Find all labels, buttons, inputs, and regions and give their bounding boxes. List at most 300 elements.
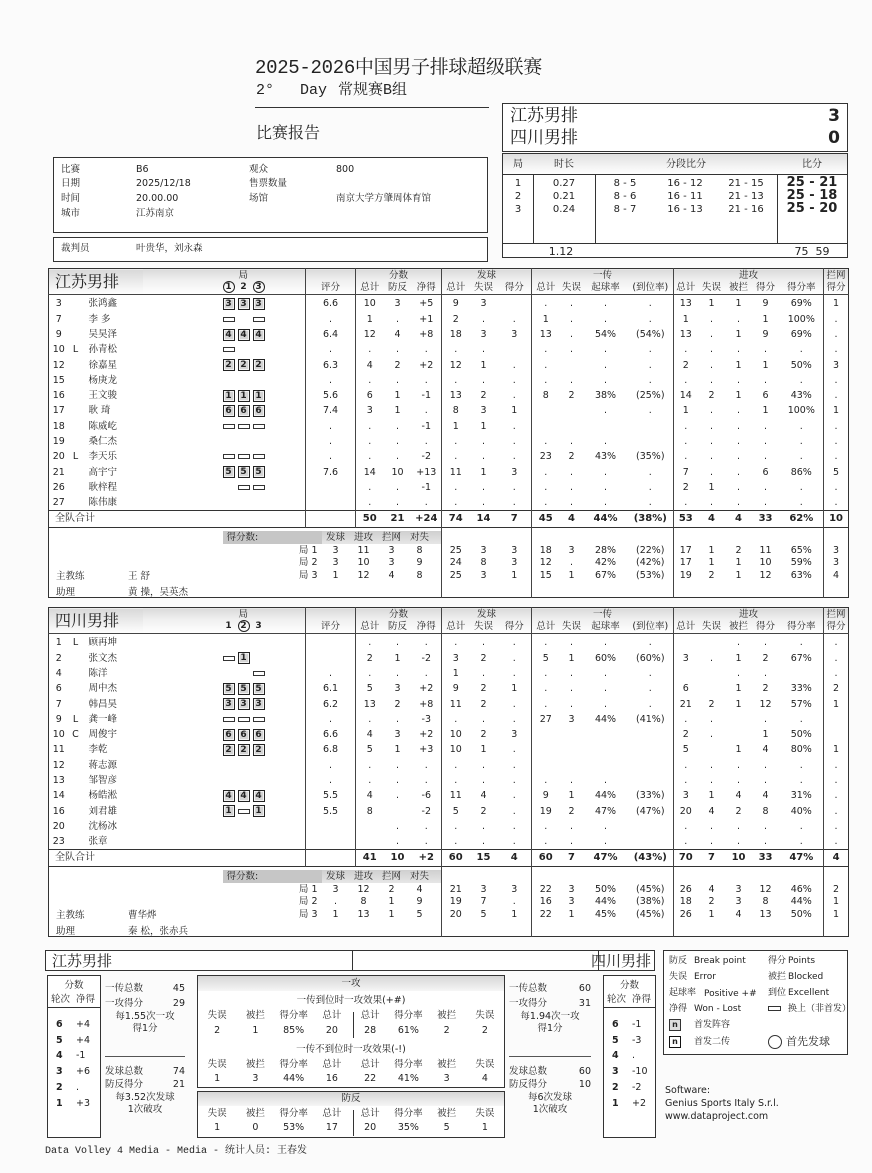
reception-errors bbox=[560, 743, 584, 758]
set-lineup bbox=[143, 465, 306, 480]
rotation-divider bbox=[604, 1007, 655, 1008]
block-points: . bbox=[824, 651, 849, 666]
rotation-col-header: 轮次 bbox=[51, 994, 71, 1005]
attack-points-header: 得分 bbox=[752, 620, 780, 634]
team-total-label: 全队合计 bbox=[49, 511, 306, 528]
rating: 6.6 bbox=[306, 727, 356, 742]
starting-position-box: 1 bbox=[238, 652, 250, 664]
col-total: 总计 bbox=[360, 1108, 380, 1119]
legend-exc-abbr: 到位 bbox=[768, 988, 787, 998]
set-attack-total: 17 bbox=[674, 557, 698, 570]
serve-errors: . bbox=[482, 497, 486, 508]
rating: 6.3 bbox=[306, 358, 356, 373]
total-points-total: 41 bbox=[356, 850, 384, 867]
block-points: 3 bbox=[388, 557, 395, 569]
player-name: 张章 bbox=[88, 836, 108, 847]
reception-excellent-pct-header: (到位率) bbox=[628, 620, 674, 634]
block-points: 1 bbox=[824, 697, 849, 712]
rating: . bbox=[306, 312, 356, 327]
empty-cell bbox=[628, 531, 674, 544]
bottom-home-team-name: 江苏男排 bbox=[52, 952, 113, 970]
attack-blocked: 1 bbox=[735, 683, 742, 695]
attack-blocked: . bbox=[737, 775, 741, 787]
reception-positive-pct: . bbox=[604, 436, 608, 448]
block-group-header: 拦网 bbox=[824, 608, 849, 620]
serve-total: . bbox=[442, 373, 470, 388]
rotation-number: 4 bbox=[612, 1050, 619, 1062]
player-row bbox=[49, 834, 849, 849]
set-label bbox=[223, 569, 322, 582]
head-coach-cell bbox=[49, 569, 223, 582]
perfect-values-row bbox=[198, 1024, 504, 1038]
starting-setter-icon bbox=[669, 1035, 681, 1049]
total-reception-positive-pct: 44% bbox=[584, 511, 628, 528]
substitute-marker bbox=[238, 809, 250, 814]
total-serve-points: 7 bbox=[498, 511, 532, 528]
reception-errors bbox=[560, 358, 584, 373]
attack-total: . bbox=[674, 419, 698, 434]
set-block-points: 3 bbox=[824, 544, 849, 557]
perfect-header-row bbox=[198, 1009, 504, 1023]
assistant-row bbox=[49, 921, 849, 937]
team-total-row bbox=[49, 850, 849, 867]
block-points: . bbox=[824, 819, 849, 834]
set-serve-points: 3 bbox=[511, 557, 518, 569]
substitute-marker bbox=[223, 656, 235, 661]
attack-total: 2 bbox=[674, 480, 698, 495]
set-block-points: 2 bbox=[824, 883, 849, 896]
block-points: 1 bbox=[824, 743, 849, 758]
set-number: 2 bbox=[311, 557, 318, 569]
partial-8: 8 - 6 bbox=[613, 191, 637, 202]
starting-position-box: 3 bbox=[238, 298, 250, 310]
player-row bbox=[49, 465, 849, 480]
set-score: 25 - 18 bbox=[786, 188, 838, 203]
sideout-points-row bbox=[105, 997, 185, 1010]
set-reception-errors: 1 bbox=[568, 569, 575, 581]
total-block-points: 10 bbox=[824, 511, 849, 528]
not-played-placeholder bbox=[238, 439, 250, 444]
set-attack-pct: 46% bbox=[790, 883, 812, 895]
set-summary-row bbox=[49, 569, 849, 582]
net-points: . bbox=[424, 820, 428, 832]
reception-excellent-pct bbox=[628, 758, 674, 773]
net-points: -2 bbox=[421, 652, 431, 664]
attack-points: . bbox=[764, 374, 768, 386]
empty-cell bbox=[752, 582, 780, 598]
attack-errors: . bbox=[710, 405, 714, 417]
header-divider bbox=[352, 951, 353, 970]
legend-setter-desc: 首发二传 bbox=[694, 1037, 731, 1047]
col-blocked: 被拦 bbox=[245, 1108, 265, 1119]
block-points: . bbox=[824, 388, 849, 403]
reception-total: 23 bbox=[532, 449, 560, 464]
serve-total: . bbox=[442, 342, 470, 357]
reception-total: . bbox=[532, 834, 560, 849]
reception-total: . bbox=[532, 819, 560, 834]
total-serve-total: 74 bbox=[442, 511, 470, 528]
set-number: 1 bbox=[514, 178, 522, 189]
serve-errors-header: 失误 bbox=[470, 620, 498, 634]
reception-excellent-pct: . bbox=[648, 344, 652, 356]
serve-total: . bbox=[442, 495, 470, 510]
match-city: 江苏南京 bbox=[136, 208, 175, 219]
reception-total bbox=[532, 404, 560, 419]
set-column-header: 局 bbox=[513, 159, 523, 170]
set-mark: 1 bbox=[225, 620, 232, 631]
player-name: 孙青松 bbox=[88, 344, 118, 356]
reception-positive-pct: . bbox=[604, 466, 608, 478]
player-name: 沈杨冰 bbox=[88, 820, 118, 832]
net-points: -6 bbox=[421, 790, 431, 802]
jersey-number: 27 bbox=[52, 497, 65, 508]
set-summary-row bbox=[49, 908, 849, 921]
points-total: 1 bbox=[356, 312, 384, 327]
substitute-marker bbox=[253, 424, 265, 429]
set-mark: 2 bbox=[240, 281, 247, 292]
serve-errors: . bbox=[482, 451, 486, 463]
starting-position-box: 6 bbox=[238, 729, 250, 741]
score-column-header: 比分 bbox=[802, 159, 822, 170]
set-lineup bbox=[143, 327, 306, 342]
substitute-marker bbox=[223, 424, 235, 429]
attack-total: 3 bbox=[674, 651, 698, 666]
set-summary-row bbox=[49, 557, 849, 570]
player-name: 王文骏 bbox=[88, 390, 118, 402]
reception-positive-pct: . bbox=[604, 298, 608, 310]
serve-points: 3 bbox=[511, 466, 518, 478]
attack-blocked: . bbox=[737, 820, 741, 832]
total-serve-errors: 15 bbox=[470, 850, 498, 867]
reception-total: . bbox=[532, 480, 560, 495]
reception-errors: . bbox=[570, 683, 574, 695]
points-total: 12 bbox=[356, 327, 384, 342]
block-points: . bbox=[824, 834, 849, 849]
break-points: . bbox=[396, 836, 400, 847]
substitute-marker bbox=[238, 424, 250, 429]
reception-errors: 1 bbox=[568, 790, 575, 802]
empty-cell bbox=[532, 870, 560, 883]
starting-position-box: 1 bbox=[223, 390, 235, 402]
player-row bbox=[49, 651, 849, 666]
jersey-number: 12 bbox=[52, 359, 65, 371]
attack-total bbox=[674, 636, 698, 651]
team-total-row bbox=[49, 511, 849, 528]
reception-positive-pct: . bbox=[604, 481, 608, 493]
reception-errors: . bbox=[570, 344, 574, 356]
break-points-header: 防反 bbox=[384, 620, 412, 634]
attack-points: . bbox=[764, 836, 768, 847]
rating bbox=[306, 495, 356, 510]
away-blocked: 5 bbox=[443, 1122, 450, 1133]
sets-header: 局 bbox=[143, 608, 306, 620]
attack-points: 11 bbox=[357, 544, 370, 556]
set-attack-points: 13 bbox=[759, 908, 772, 920]
serve-total: 1 bbox=[442, 666, 470, 681]
substitute-marker bbox=[238, 485, 250, 490]
date-label: 日期 bbox=[61, 178, 81, 189]
col-errors: 失误 bbox=[475, 1059, 495, 1070]
block-points: . bbox=[824, 434, 849, 449]
block-points: 2 bbox=[388, 883, 395, 895]
empty-cell bbox=[49, 870, 223, 883]
player-role-flag: L bbox=[72, 344, 79, 356]
attack-blocked: . bbox=[737, 759, 741, 771]
player-name: 龚一峰 bbox=[88, 713, 118, 725]
empty-cell bbox=[584, 921, 628, 937]
player-role-flag bbox=[69, 758, 83, 773]
venue-name: 南京大学方肇周体育馆 bbox=[336, 193, 432, 204]
attack-pct: 31% bbox=[790, 790, 812, 802]
reception-excellent-pct: . bbox=[648, 313, 652, 325]
set-mark: 3 bbox=[255, 620, 262, 631]
reception-excellent-pct bbox=[628, 434, 674, 449]
rating-header: 评分 bbox=[306, 281, 356, 295]
legend-exc-desc: Excellent bbox=[788, 988, 830, 998]
starting-position-box: 1 bbox=[253, 805, 265, 817]
player-row bbox=[49, 373, 849, 388]
attack-pct: . bbox=[799, 481, 803, 493]
attack-total: 20 bbox=[674, 804, 698, 819]
home-efficiency-summary bbox=[105, 975, 185, 1115]
attack-errors: . bbox=[710, 497, 714, 508]
set-reception-errors: . bbox=[569, 557, 574, 569]
opponent-errors: 4 bbox=[416, 883, 423, 895]
spectators-label: 观众 bbox=[249, 164, 269, 175]
empty-cell bbox=[442, 531, 470, 544]
serve-points: . bbox=[512, 698, 516, 710]
serve-errors: . bbox=[482, 374, 486, 386]
set-attack-pct: 50% bbox=[790, 908, 812, 920]
player-name: 顾再坤 bbox=[88, 637, 118, 649]
attack-errors: 2 bbox=[708, 698, 715, 710]
set-breakdown-table bbox=[48, 528, 849, 598]
block-points: . bbox=[824, 480, 849, 495]
empty-cell bbox=[434, 870, 442, 883]
set-attack-total: 26 bbox=[674, 908, 698, 921]
player-row bbox=[49, 712, 849, 727]
not-played-placeholder bbox=[238, 778, 250, 783]
serve-errors: . bbox=[482, 836, 486, 847]
city-label: 城市 bbox=[61, 208, 81, 219]
attack-total-header: 总计 bbox=[674, 620, 698, 634]
starting-position-box: 3 bbox=[223, 298, 235, 310]
not-played-placeholder bbox=[253, 778, 265, 783]
serve-total: . bbox=[442, 449, 470, 464]
serve-errors: . bbox=[482, 436, 486, 448]
net-points: -1 bbox=[421, 420, 431, 432]
player-name: 陈伟康 bbox=[88, 497, 118, 508]
attack-pct: . bbox=[799, 374, 803, 386]
col-total: 总计 bbox=[360, 1010, 380, 1021]
reception-positive-pct: 60% bbox=[594, 652, 617, 664]
player-role-flag bbox=[69, 358, 83, 373]
block-points: . bbox=[824, 342, 849, 357]
points-total bbox=[356, 819, 384, 834]
rating bbox=[306, 819, 356, 834]
net-points: +8 bbox=[419, 698, 434, 710]
reception-total: . bbox=[532, 495, 560, 510]
not-played-placeholder bbox=[238, 763, 250, 768]
set-serve-points: 3 bbox=[511, 883, 518, 895]
software-company: Genius Sports Italy S.r.l. bbox=[665, 1098, 779, 1109]
not-played-placeholder bbox=[253, 640, 265, 645]
break-points: . bbox=[396, 313, 400, 325]
attack-total: 7 bbox=[674, 465, 698, 480]
serve-points: . bbox=[512, 836, 516, 847]
serve-errors: . bbox=[482, 667, 486, 679]
serve-errors: 2 bbox=[480, 390, 487, 402]
set-serve-errors: 3 bbox=[480, 569, 487, 581]
block-points-header: 得分 bbox=[824, 281, 849, 295]
reception-errors: . bbox=[570, 698, 574, 710]
reception-errors: . bbox=[570, 298, 574, 310]
attack-errors: . bbox=[710, 328, 714, 340]
net-points: +3 bbox=[419, 744, 434, 756]
reception-positive-pct: . bbox=[604, 775, 608, 787]
set-number: 3 bbox=[311, 908, 318, 920]
set-lineup bbox=[143, 434, 306, 449]
serve-total: 5 bbox=[442, 804, 470, 819]
set-reception-total: 16 bbox=[532, 896, 560, 909]
round-subtitle bbox=[256, 78, 407, 99]
block-points: 1 bbox=[824, 297, 849, 312]
away-team-name: 四川男排 bbox=[510, 128, 578, 148]
break-points: 2 bbox=[394, 359, 401, 371]
serve-total: . bbox=[442, 819, 470, 834]
total-attack-points: 33 bbox=[752, 511, 780, 528]
match-time: 20.00.00 bbox=[136, 193, 179, 204]
net-points: -3 bbox=[421, 713, 431, 725]
serve-total: . bbox=[442, 758, 470, 773]
set-duration: 0.24 bbox=[552, 204, 576, 215]
reception-excellent-pct: . bbox=[648, 405, 652, 417]
serve-points: 3 bbox=[332, 557, 339, 569]
serve-total: . bbox=[442, 434, 470, 449]
not-played-placeholder bbox=[223, 763, 235, 768]
serve-total: . bbox=[442, 480, 470, 495]
rotation-header: 分数 bbox=[619, 980, 639, 991]
home-total: 16 bbox=[325, 1073, 338, 1084]
header-group-row bbox=[49, 269, 849, 281]
away-total: 22 bbox=[364, 1073, 377, 1084]
sideout-points-value: 31 bbox=[578, 998, 591, 1009]
player-name: 蒋志源 bbox=[88, 759, 118, 771]
player-role-flag bbox=[69, 480, 83, 495]
attack-pct bbox=[780, 666, 824, 681]
set-lineup bbox=[143, 819, 306, 834]
total-reception-errors: 7 bbox=[560, 850, 584, 867]
match-label: 比赛 bbox=[61, 164, 81, 175]
player-row bbox=[49, 743, 849, 758]
reception-excellent-pct: . bbox=[648, 683, 652, 695]
total-rating bbox=[306, 850, 356, 867]
attack-blocked: 1 bbox=[735, 359, 742, 371]
away-total: 28 bbox=[364, 1025, 377, 1036]
starting-position-box: 2 bbox=[253, 744, 265, 756]
reception-positive-pct-header: 起球率 bbox=[584, 281, 628, 295]
rating-group-spacer bbox=[306, 269, 356, 281]
rotation-number: 4 bbox=[56, 1050, 63, 1062]
referees-box bbox=[53, 237, 488, 262]
player-name: 杨皓淞 bbox=[88, 790, 118, 802]
attack-total: . bbox=[674, 819, 698, 834]
jersey-number: 6 bbox=[55, 683, 62, 695]
head-coach-cell bbox=[49, 908, 223, 921]
serve-total: . bbox=[442, 712, 470, 727]
breakdown-label: 得分数: bbox=[223, 870, 322, 883]
set-number: 1 bbox=[311, 544, 318, 556]
attack-points: 1 bbox=[762, 359, 769, 371]
block-group-header: 拦网 bbox=[824, 269, 849, 281]
home-rotation-box bbox=[47, 975, 101, 1138]
net-points: +8 bbox=[419, 328, 434, 340]
jersey-number: 20 bbox=[52, 820, 65, 832]
attack-points: 9 bbox=[762, 328, 769, 340]
attack-blocked: . bbox=[737, 667, 741, 679]
rating: . bbox=[306, 758, 356, 773]
serve-total-header: 总计 bbox=[442, 281, 470, 295]
substitute-marker bbox=[253, 317, 265, 322]
rating: . bbox=[306, 773, 356, 788]
player-name: 杨庚龙 bbox=[88, 374, 118, 386]
set-lineup bbox=[143, 834, 306, 849]
total-net-points: +2 bbox=[412, 850, 442, 867]
player-row bbox=[49, 404, 849, 419]
serve-points: . bbox=[512, 667, 516, 679]
set-label bbox=[223, 883, 322, 896]
rating: 5.6 bbox=[306, 388, 356, 403]
attack-blocked: . bbox=[737, 436, 741, 448]
serve-total: 11 bbox=[442, 788, 470, 803]
set-attack-errors: 1 bbox=[708, 544, 715, 556]
break-points: 3 bbox=[394, 729, 401, 741]
empty-cell bbox=[498, 582, 532, 598]
starting-position-box: 1 bbox=[223, 805, 235, 817]
attack-blocked: . bbox=[737, 466, 741, 478]
attack-points: 4 bbox=[762, 790, 769, 802]
not-played-placeholder bbox=[223, 439, 235, 444]
serve-errors: . bbox=[482, 759, 486, 771]
points-total-header: 总计 bbox=[356, 620, 384, 634]
attack-errors: . bbox=[710, 652, 714, 664]
net-points: . bbox=[424, 667, 428, 679]
opponent-errors: 9 bbox=[416, 557, 423, 569]
attack-points: 1 bbox=[762, 405, 769, 417]
not-played-placeholder bbox=[223, 500, 235, 505]
break-points: . bbox=[396, 820, 400, 832]
col-total: 总计 bbox=[322, 1059, 342, 1070]
player-row bbox=[49, 681, 849, 696]
rating bbox=[306, 651, 356, 666]
reception-total: . bbox=[532, 373, 560, 388]
attack-errors: . bbox=[710, 836, 714, 847]
empty-cell bbox=[406, 921, 434, 937]
serve-errors: 2 bbox=[480, 805, 487, 817]
reception-positive-pct: . bbox=[604, 637, 608, 649]
col-total: 总计 bbox=[360, 1059, 380, 1070]
set-lineup bbox=[143, 388, 306, 403]
attack-pct: . bbox=[799, 436, 803, 448]
attack-points: 9 bbox=[762, 298, 769, 310]
away-rotation-box bbox=[603, 975, 656, 1138]
not-played-placeholder bbox=[223, 824, 235, 829]
empty-cell bbox=[628, 582, 674, 598]
empty-cell bbox=[674, 870, 698, 883]
attack-total: . bbox=[674, 449, 698, 464]
rating bbox=[306, 834, 356, 849]
points-total: 4 bbox=[356, 358, 384, 373]
